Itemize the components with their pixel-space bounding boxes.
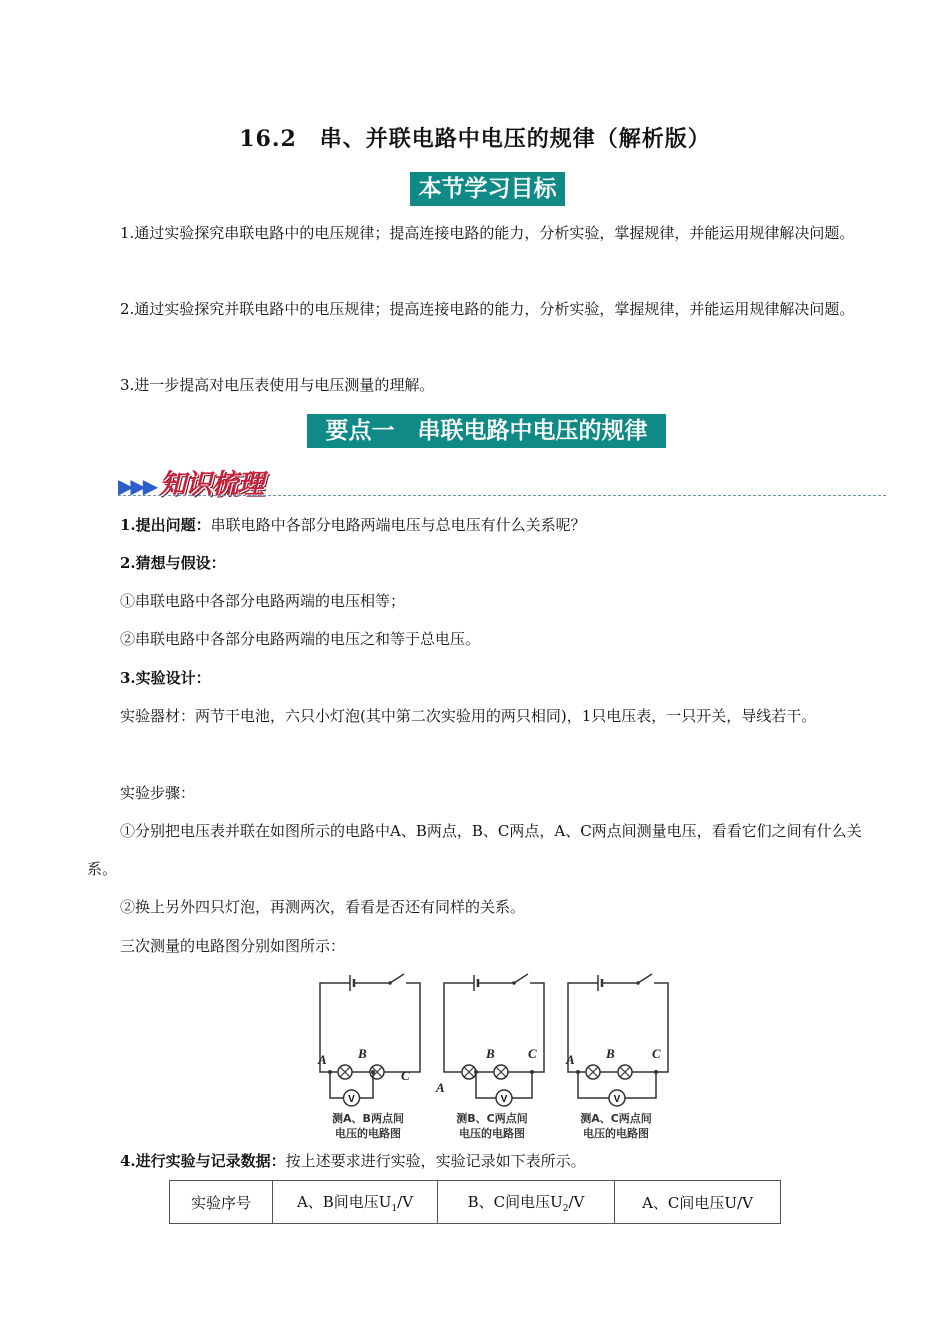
voltmeter-label: V <box>348 1094 355 1105</box>
point-label-b: B <box>358 1046 367 1061</box>
divider <box>118 495 886 496</box>
header-cell-u2: B、C间电压$U_2/V$ <box>438 1181 615 1224</box>
hypothesis-item: ①串联电路中各部分电路两端的电压相等； <box>120 592 406 610</box>
circuit-caption: 电压的电路图 <box>459 1127 525 1140</box>
point-label-a: A <box>436 1080 445 1095</box>
circuit-diagram-ab <box>317 974 420 1140</box>
point-label-a: A <box>566 1052 575 1067</box>
goal-item: 3.进一步提高对电压表使用与电压测量的理解。 <box>120 376 435 394</box>
point-label-b: B <box>486 1046 495 1061</box>
circuits-intro: 三次测量的电路图分别如图所示： <box>120 937 346 955</box>
circuit-caption: 电压的电路图 <box>335 1127 401 1140</box>
step-item: ②换上另外四只灯泡，再测两次，看看是否还有同样的关系。 <box>120 898 526 916</box>
circuit-caption: 测B、C两点间 <box>456 1112 528 1125</box>
point-label-a: A <box>318 1052 327 1067</box>
record-paragraph: 4.进行实验与记录数据：按上述要求进行实验，实验记录如下表所示。 <box>120 1152 586 1170</box>
hypothesis-item: ②串联电路中各部分电路两端的电压之和等于总电压。 <box>120 630 481 648</box>
circuit-diagram-bc <box>435 974 544 1140</box>
wire <box>320 983 420 1072</box>
knowledge-heading: ▶▶▶ 知识梳理 <box>118 469 264 500</box>
switch-blade <box>390 974 404 983</box>
design-heading: 3.实验设计： <box>120 669 211 687</box>
header-cell-u1: A、B间电压$U_1/V$ <box>273 1181 438 1224</box>
table-header-row <box>170 1181 781 1224</box>
circuit-caption: 测A、B两点间 <box>332 1112 404 1125</box>
switch-blade <box>514 974 528 983</box>
hypothesis-heading: 2.猜想与假设： <box>120 554 226 572</box>
voltmeter-label: V <box>500 1094 508 1105</box>
question-paragraph: 1.提出问题：串联电路中各部分电路两端电压与总电压有什么关系呢？ <box>120 516 586 534</box>
voltmeter-label: V <box>613 1094 621 1105</box>
point-label-b: B <box>606 1046 615 1061</box>
data-table <box>169 1180 781 1224</box>
point-label-c: C <box>652 1046 661 1061</box>
steps-heading: 实验步骤： <box>120 784 196 802</box>
switch-pivot <box>636 981 640 985</box>
step-item: ①分别把电压表并联在如图所示的电路中A、B两点，B、C两点，A、C两点间测量电压，看看它们之间有什么关系。 <box>87 822 862 878</box>
header-cell-trial: 实验序号 <box>170 1181 273 1224</box>
point-label-c: C <box>528 1046 537 1061</box>
triple-arrow-icon: ▶▶▶ <box>118 474 156 498</box>
switch-pivot <box>512 981 516 985</box>
circuit-diagram-ac <box>565 974 668 1140</box>
circuit-caption: 电压的电路图 <box>583 1127 649 1140</box>
section-banner-goals: 本节学习目标 <box>410 172 565 206</box>
switch-pivot <box>388 981 392 985</box>
goal-item: 2.通过实验探究并联电路中的电压规律；提高连接电路的能力，分析实验，掌握规律，并能运用规律解决问题。 <box>120 300 855 318</box>
goal-item: 1.通过实验探究串联电路中的电压规律；提高连接电路的能力，分析实验，掌握规律，并能运用规律解决问题。 <box>120 224 855 242</box>
point-label-c: C <box>401 1068 410 1083</box>
page-title: 16.2 串、并联电路中电压的规律（解析版） <box>239 126 711 152</box>
section-banner-point-one: 要点一 串联电路中电压的规律 <box>307 414 666 448</box>
header-cell-u: A、C间电压U/V <box>615 1181 781 1224</box>
circuit-diagrams <box>300 970 680 1145</box>
switch-blade <box>638 974 652 983</box>
circuit-caption: 测A、C两点间 <box>580 1112 652 1125</box>
equipment-paragraph: 实验器材：两节干电池，六只小灯泡(其中第二次实验用的两只相同)，1只电压表，一只开关，导线若干。 <box>120 707 817 725</box>
